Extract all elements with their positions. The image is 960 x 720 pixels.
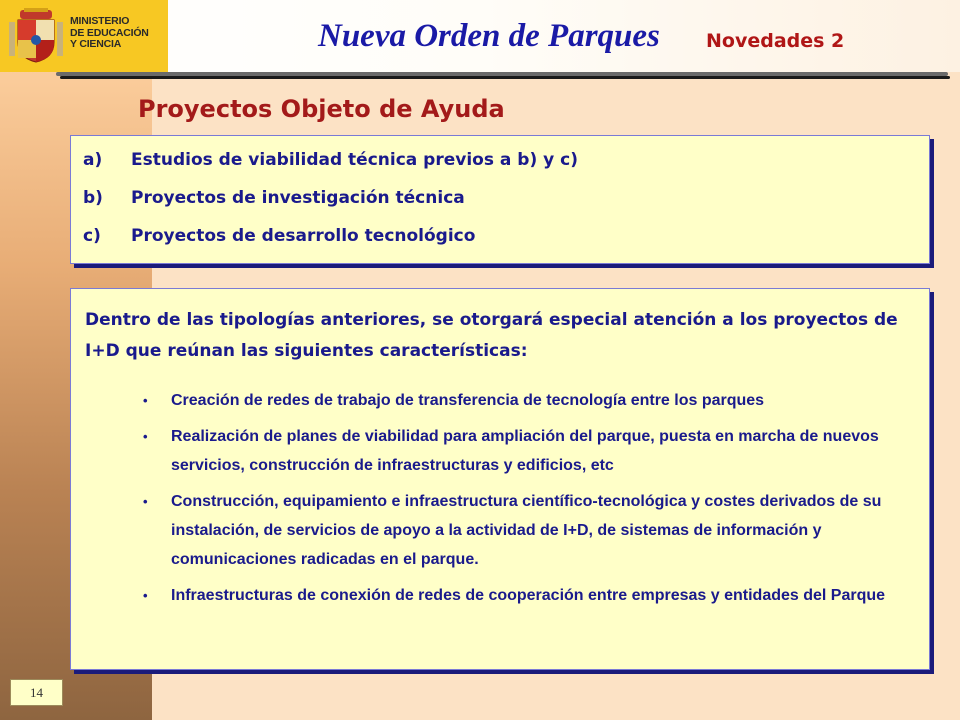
project-types-panel [70,135,930,264]
list-item [143,581,913,610]
ministry-logo [0,0,168,72]
ministry-name [70,16,149,51]
list-item [83,226,578,264]
list-item [143,487,913,574]
ministry-line-2: DE EDUCACIÓN [70,26,149,39]
list-item-text: Proyectos de investigación técnica [131,188,465,208]
list-item-marker: b) [83,188,103,208]
header-rule [56,72,948,76]
section-title: Proyectos Objeto de Ayuda [138,95,505,123]
list-item-text: Realización de planes de viabilidad para ampliación del parque, puesta en marcha de nuevos servicios, construcción de infraestructuras y edificios, etc [171,428,879,474]
ministry-line-3: Y CIENCIA [70,38,122,50]
header-rule-shadow [60,76,950,79]
slide-tag: Novedades 2 [706,30,845,52]
list-item [143,386,913,415]
spain-coat-of-arms-icon [8,8,64,64]
page-title: Nueva Orden de Parques [318,18,660,54]
characteristics-intro: Dentro de las tipologías anteriores, se otorgará especial atención a los proyectos de I+D que reúnan las siguientes características: [85,310,898,361]
bullet-icon: • [143,393,148,408]
list-item-marker: c) [83,226,101,246]
characteristics-list [143,386,913,617]
project-types-list [83,150,578,264]
list-item-marker: a) [83,150,103,170]
list-item-text: Infraestructuras de conexión de redes de cooperación entre empresas y entidades del Parque [171,587,886,604]
page-number: 14 [10,679,63,706]
list-item [143,422,913,480]
header-bar [0,0,960,72]
list-item-text: Creación de redes de trabajo de transferencia de tecnología entre los parques [171,392,765,409]
list-item [83,188,578,226]
bullet-icon: • [143,588,148,603]
list-item-text: Estudios de viabilidad técnica previos a b) y c) [131,150,578,170]
ministry-line-1: MINISTERIO [70,15,130,27]
bullet-icon: • [143,494,148,509]
list-item-text: Construcción, equipamiento e infraestructura científico-tecnológica y costes derivados de su instalación, de servicios de apoyo a la actividad de I+D, de sistemas de información y comunicaciones radicadas en el parque. [171,493,882,568]
list-item [83,150,578,188]
bullet-icon: • [143,429,148,444]
characteristics-panel [70,288,930,670]
list-item-text: Proyectos de desarrollo tecnológico [131,226,476,246]
